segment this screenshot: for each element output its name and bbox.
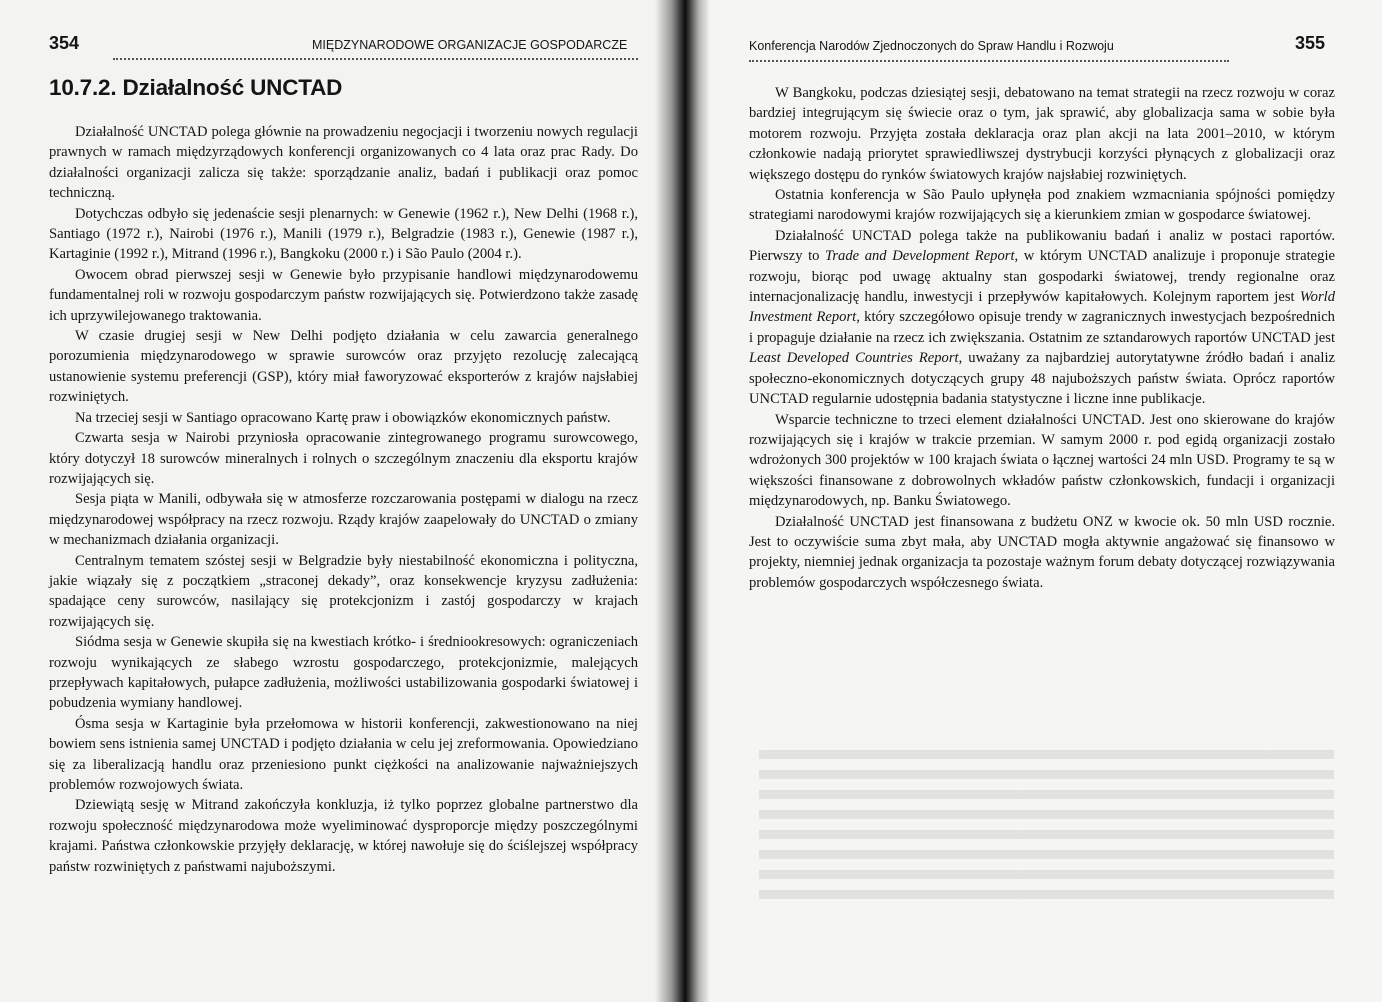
running-title: Konferencja Narodów Zjednoczonych do Spraw Handlu i Rozwoju <box>749 39 1114 53</box>
paragraph: W Bangkoku, podczas dziesiątej sesji, debatowano na temat strategii na rzecz rozwoju w coraz bardziej integrującym się świecie oraz o tym, jak sprawić, aby globalizacja sama w sobie była motorem rozwoju. Przyjęta została deklaracja oraz plan akcji na lata 2001–2010, w którym członkowie nadają priorytet sprawiedliwszej dystrybucji korzyści płynących z globalizacji oraz większego dostępu do rynków światowych krajów najsłabiej rozwiniętych. <box>749 85 1335 183</box>
left-body-text <box>49 122 638 877</box>
left-page <box>0 0 678 1002</box>
paragraph: Dziewiątą sesję w Mitrand zakończyła konkluzja, iż tylko poprzez globalne partnerstwo dla rozwoju społeczność międzynarodowa może wyeliminować dysproporcje między poszczególnymi krajami. Państwa członkowskie przyjęły deklarację, w której nawołuje się do ściślejszej współpracy państw rozwiniętych z państwami najuboższymi. <box>49 797 638 875</box>
right-body-text <box>749 83 1335 593</box>
paragraph: Wsparcie techniczne to trzeci element działalności UNCTAD. Jest ono skierowane do krajów rozwijających się i krajów w trakcie przemian. W samym 2000 r. pod egidą organizacji zostało wdrożonych 300 projektów w 100 krajach świata o łącznej wartości 24 mln USD. Programy te są w większości finansowane z dobrowolnych wkładów państw członkowskich, fundacji i organizacji międzynarodowych, np. Banku Światowego. <box>749 411 1335 510</box>
page-number: 355 <box>1295 33 1326 53</box>
paragraph: W czasie drugiej sesji w New Delhi podjęto działania w celu zawarcia generalnego porozumienia międzynarodowego w sprawie surowców oraz przyjęto rezolucję zalecającą ustanowienie systemu preferencji (GSP), który miał faworyzować eksporterów z krajów najsłabiej rozwiniętych. <box>49 328 638 406</box>
paragraph: Owocem obrad pierwszej sesji w Genewie było przypisanie handlowi międzynarodowemu fundamentalnej roli w rozwoju gospodarczym państw rozwijających się. Potwierdzono także zasadę ich uprzywilejowanego traktowania. <box>49 266 638 324</box>
paragraph: Działalność UNCTAD jest finansowana z budżetu ONZ w kwocie ok. 50 mln USD rocznie. Jest to oczywiście suma zbyt mała, aby UNCTAD mogła aktywnie angażować się finansowo w projekty, niemniej jednak organizacja ta pozostaje ważnym forum debaty dotyczącej rozwiązywania problemów gospodarczych współczesnego świata. <box>749 513 1335 591</box>
header-dotted-rule <box>113 58 638 60</box>
section-heading: 10.7.2. Działalność UNCTAD <box>49 75 343 100</box>
running-title: MIĘDZYNARODOWE ORGANIZACJE GOSPODARCZE <box>312 38 628 52</box>
paragraph: Ostatnia konferencja w São Paulo upłynęła pod znakiem wzmacniania spójności pomiędzy strategiami narodowymi krajów rozwijających się a kierunkiem zmian w gospodarce światowej. <box>749 187 1335 224</box>
paragraph: Działalność UNCTAD polega także na publikowaniu badań i analiz w postaci raportów. Pierwszy to Trade and Development Report, w którym UNCTAD analizuje i proponuje strategie rozwoju, biorąc pod uwagę aktualny stan gospodarki światowej, trendy regionalne oraz internacjonalizację handlu, inwestycji i przepływów kapitałowych. Kolejnym raportem jest World Investment Report, który szczegółowo opisuje trendy w zagranicznych inwestycjach bezpośrednich i propaguje działanie na rzecz ich zwiększania. Ostatnim ze sztandarowych raportów UNCTAD jest Least Developed Countries Report, uważany za najbardziej autorytatywne źródło badań i analiz społeczno-ekonomicznych dotyczących grupy 48 najuboższych państw świata. Oprócz raportów UNCTAD regularnie udostępnia badania statystyczne i liczne inne publikacje. <box>749 227 1335 408</box>
page-number: 354 <box>49 33 80 53</box>
header-dotted-rule <box>749 60 1229 62</box>
book-gutter <box>655 0 710 1002</box>
paragraph: Na trzeciej sesji w Santiago opracowano Kartę praw i obowiązków ekonomicznych państw. <box>75 409 611 426</box>
paragraph: Czwarta sesja w Nairobi przyniosła opracowanie zintegrowanego programu surowcowego, który dotyczył 18 surowców mineralnych i rolnych o szczególnym znaczeniu dla eksportu krajów rozwijających się. <box>49 430 638 487</box>
paragraph: Siódma sesja w Genewie skupiła się na kwestiach krótko- i średniookresowych: ograniczeniach rozwoju wynikających ze słabego wzrostu gospodarczego, protekcjonizmie, malejących przepływach kapitałowych, pułapce zadłużenia, możliwości ustabilizowania gospodarki światowej i pobudzenia wymiany handlowej. <box>49 634 638 712</box>
paragraph: Działalność UNCTAD polega głównie na prowadzeniu negocjacji i tworzeniu nowych regulacji prawnych w ramach międzyrządowych konferencji organizowanych co 4 lata oraz prac Rady. Do działalności organizacji zalicza się także: sporządzanie analiz, badań i publikacji oraz pomoc techniczną. <box>49 124 638 202</box>
paragraph: Sesja piąta w Manili, odbywała się w atmosferze rozczarowania postępami w dialogu na rzecz międzynarodowej współpracy na rzecz rozwoju. Rządy krajów zaapelowały do UNCTAD o zmiany w mechanizmach działania organizacji. <box>49 491 638 549</box>
paragraph: Ósma sesja w Kartaginie była przełomowa w historii konferencji, zakwestionowano na niej bowiem sens istnienia samej UNCTAD i podjęto działania w celu jej zreformowania. Opowiedziano się za liberalizacją handlu oraz przeniesiono punkt ciężkości na analizowanie najważniejszych problemów rozwojowych świata. <box>49 715 638 793</box>
paragraph: Dotychczas odbyło się jedenaście sesji plenarnych: w Genewie (1962 r.), New Delhi (1968 r.), Santiago (1972 r.), Nairobi (1976 r.), Manili (1979 r.), Belgradzie (1983 r.), Genewie (1987 r.), Kartaginie (1992 r.), Mitrand (1996 r.), Bangkoku (2000 r.) i São Paulo (2004 r.). <box>49 205 638 263</box>
bleed-through-shadow <box>759 750 1334 910</box>
paragraph: Centralnym tematem szóstej sesji w Belgradzie były niestabilność ekonomiczna i polityczna, jakie wiązały się z początkiem „straconej dekady”, oraz konsekwencje kryzysu zadłużenia: spadające ceny surowców, nasilający się protekcjonizm i zastój gospodarczy w krajach rozwijających się. <box>49 552 638 630</box>
